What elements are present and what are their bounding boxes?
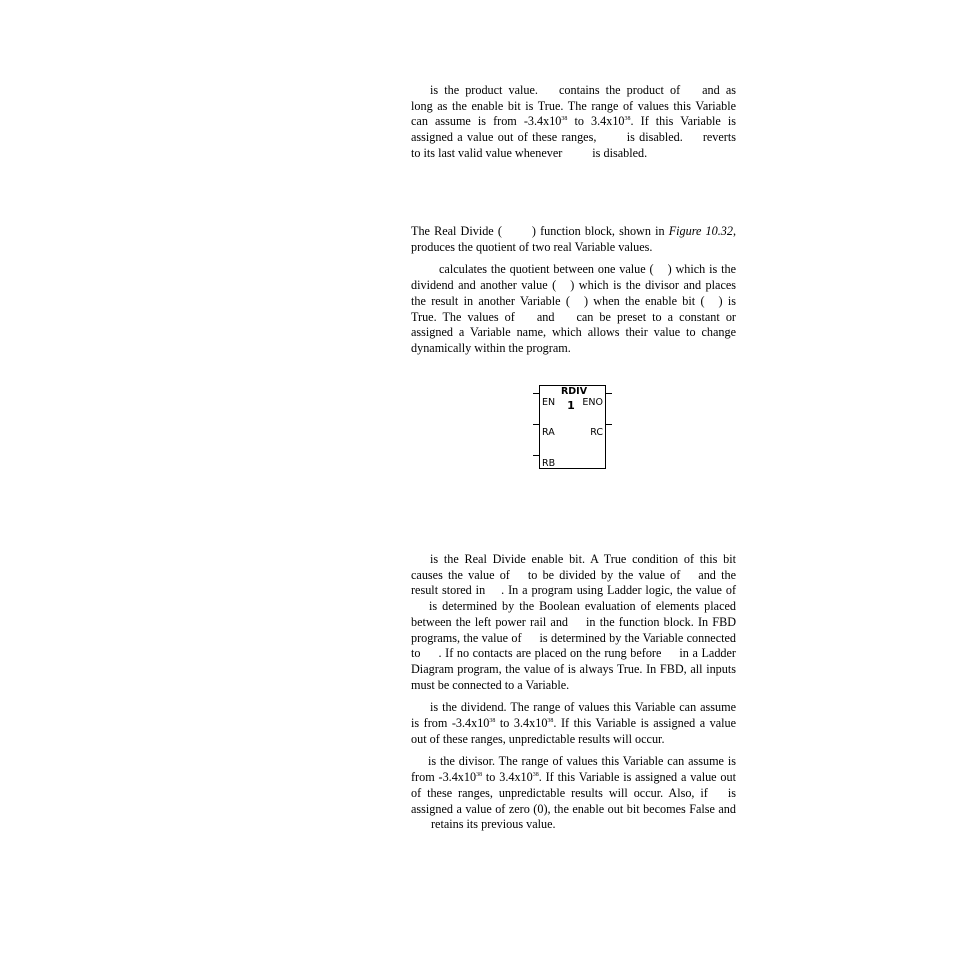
block-name: RDIV [560,386,588,397]
text: ) function block, shown in [531,224,665,238]
text: . In a program using Ladder logic, the value of [501,583,737,598]
text: and [702,83,720,97]
text: to 3.4x10 [574,114,625,129]
text: . If this Variable is assigned a value out of these ranges, unpredictable results will occur. [411,716,736,746]
text: to 3.4x10 [485,770,533,785]
text: ) which is the divisor and places the result in another Variable ( [411,278,737,308]
rb-label: RB [542,458,556,469]
text: , produces the quotient of two real Variable values. [411,224,737,254]
text: is the dividend. The range of values this Variable can assume is from -3.4x10 [411,700,736,731]
text: in a Ladder Diagram program, the value of [411,646,736,676]
figure-reference: Figure 10.32 [668,224,733,238]
text: is always True. In FBD, all inputs must be connected to a Variable. [411,661,736,692]
text: The Real Divide ( [411,224,502,238]
superscript: 38 [489,718,496,725]
superscript: 38 [624,116,631,123]
en-description-paragraph [411,552,736,693]
superscript: 38 [547,718,554,725]
text: is disabled. [626,130,683,145]
text: is the Real Divide enable bit. A True condition of this bit causes the value of [411,552,736,582]
text: is the product value. [430,83,538,97]
text: is assigned a value of zero (0), the enable out bit becomes False and [411,785,736,816]
text: to be divided by the value of [527,567,681,582]
text: ) which is the dividend and another value ( [411,262,736,293]
eno-label: ENO [582,397,603,408]
block-instance-number: 1 [567,399,575,412]
text: . If this Variable is assigned a value out of these ranges, [411,114,737,145]
superscript: 38 [532,772,539,779]
text: is determined by the Variable connected to [411,630,736,661]
text: reverts to its last valid value whenever [411,130,736,160]
ra-label: RA [542,427,555,438]
text: to 3.4x10 [499,716,548,731]
superscript: 38 [476,772,483,779]
text: . If no contacts are placed on the rung before [438,646,662,661]
text: can be preset to a constant or assigned a Variable name, which allows their value to change dynamically within the program. [411,309,736,355]
parameter-descriptions [411,552,736,833]
text: is the divisor. The range of values this Variable can assume is from -3.4x10 [411,754,736,785]
text: ) is True. The values of [411,293,737,324]
text: retains its previous value. [431,817,556,832]
rb-description-paragraph [411,754,736,833]
text: is disabled. [592,145,648,160]
text: is determined by the Boolean evaluation of elements placed between the left power rail and [411,599,736,629]
text: and [536,309,555,324]
text: contains the product of [558,83,681,97]
text: as long as the enable bit is True. The range of values this Variable can assume is from -3.4x10 [411,83,736,129]
text: calculates the quotient between one value ( [439,262,654,277]
rc-label: RC [590,427,603,438]
text: . If this Variable is assigned a value out of these ranges, unpredictable results will occur. Also, if [411,770,736,800]
text: and the result stored in [411,567,736,598]
ra-description-paragraph [411,700,736,747]
text: ) when the enable bit ( [583,293,705,308]
superscript: 38 [561,116,568,123]
en-label: EN [542,397,556,408]
text: in the function block. In FBD programs, the value of [411,614,736,645]
